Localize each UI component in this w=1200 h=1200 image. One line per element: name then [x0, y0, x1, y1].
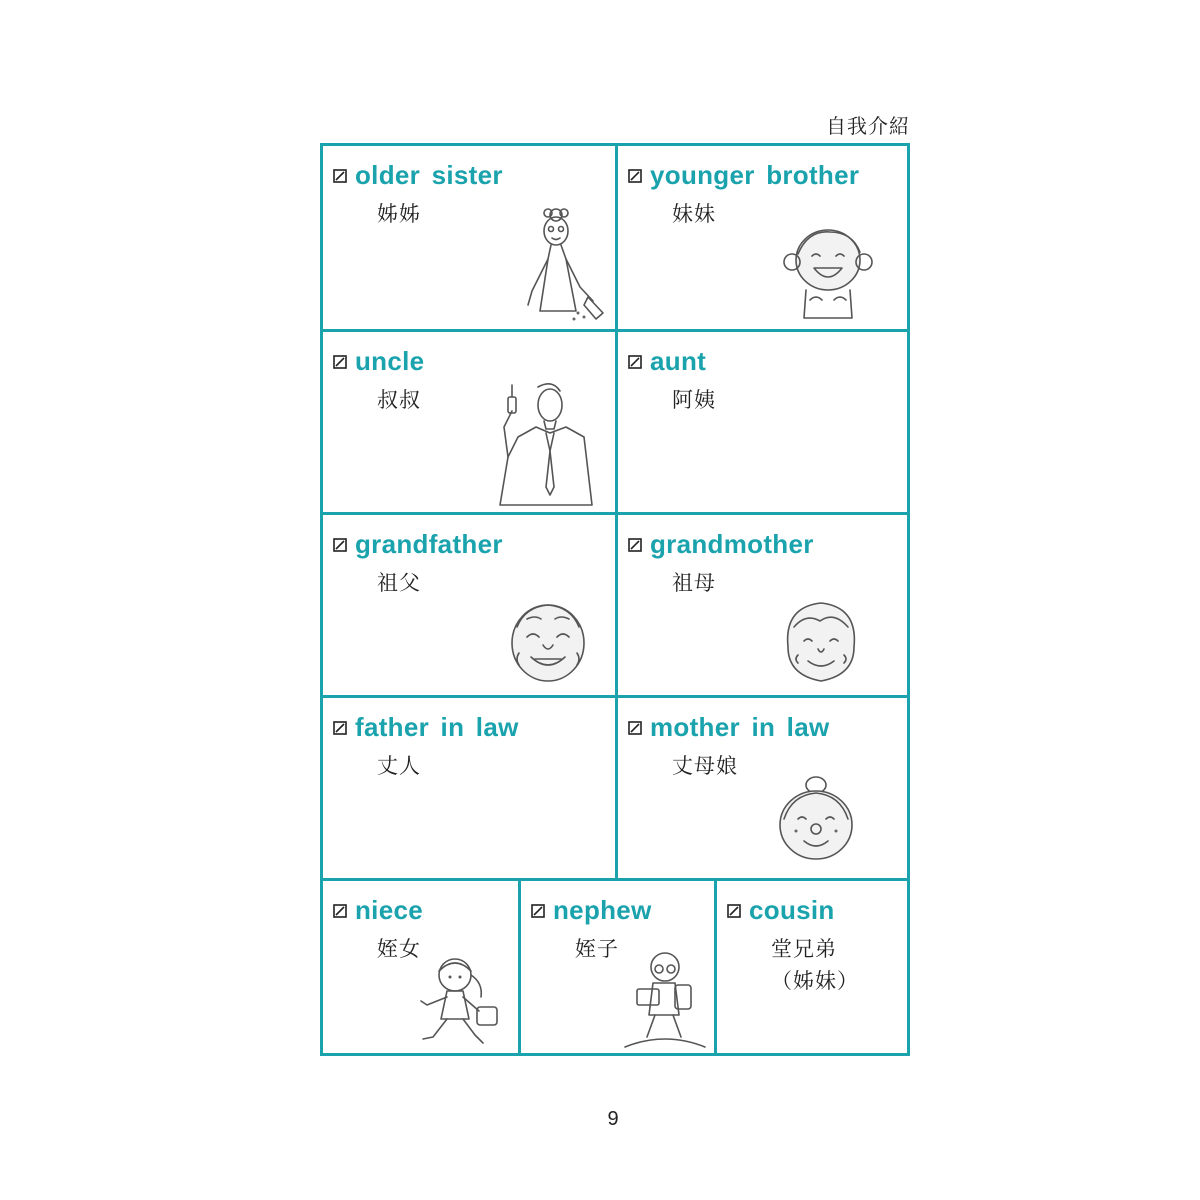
vocab-cell-older-sister: [323, 146, 615, 329]
vocabulary-grid: [320, 143, 910, 1056]
grid-row: [323, 512, 907, 695]
checked-box-icon: [628, 355, 642, 369]
section-title: 自我介紹: [826, 114, 910, 138]
vocab-cell-uncle: [323, 332, 615, 512]
chinese-translation: 姪女: [377, 937, 421, 961]
vocab-cell-younger-brother: [615, 146, 907, 329]
checked-box-icon: [628, 721, 642, 735]
older-sister-drawing: [518, 201, 613, 323]
checked-box-icon: [333, 538, 347, 552]
english-word: father in law: [355, 712, 519, 742]
grandfather-drawing: [505, 597, 591, 687]
uncle-drawing: [488, 377, 606, 509]
english-word: cousin: [749, 895, 835, 925]
checked-box-icon: [333, 904, 347, 918]
chinese-translation: 丈母娘: [672, 754, 738, 778]
vocab-cell-grandmother: [615, 515, 907, 695]
english-word: niece: [355, 895, 423, 925]
vocab-cell-father-in-law: [323, 698, 615, 878]
chinese-translation: [771, 933, 859, 997]
checked-box-icon: [628, 169, 642, 183]
vocab-cell-mother-in-law: [615, 698, 907, 878]
grid-row: [323, 695, 907, 878]
younger-sibling-drawing: [778, 218, 878, 323]
chinese-translation: 姊姊: [377, 202, 421, 226]
chinese-translation: 阿姨: [672, 388, 716, 412]
vocab-cell-aunt: [615, 332, 907, 512]
vocab-cell-nephew: [518, 881, 714, 1053]
vocab-cell-grandfather: [323, 515, 615, 695]
chinese-translation: 祖母: [672, 571, 716, 595]
checked-box-icon: [727, 904, 741, 918]
checked-box-icon: [333, 355, 347, 369]
vocab-cell-niece: [323, 881, 518, 1053]
chinese-translation: 叔叔: [377, 388, 421, 412]
nephew-drawing: [623, 947, 707, 1051]
chinese-translation: 姪子: [575, 937, 619, 961]
checked-box-icon: [333, 169, 347, 183]
english-word: older sister: [355, 160, 503, 190]
checked-box-icon: [333, 721, 347, 735]
checked-box-icon: [531, 904, 545, 918]
chinese-translation: 妹妹: [672, 202, 716, 226]
english-word: grandmother: [650, 529, 814, 559]
grid-row: [323, 878, 907, 1053]
chinese-translation: 丈人: [377, 754, 421, 778]
english-word: grandfather: [355, 529, 503, 559]
vocab-cell-cousin: [714, 881, 907, 1053]
grandmother-drawing: [780, 597, 862, 687]
niece-drawing: [413, 953, 515, 1049]
chinese-translation-line-2: （姊妹）: [771, 969, 859, 993]
english-word: uncle: [355, 346, 425, 376]
english-word: younger brother: [650, 160, 860, 190]
grid-row: [323, 329, 907, 512]
page-number: 9: [607, 1108, 619, 1130]
english-word: nephew: [553, 895, 652, 925]
chinese-translation-line-1: 堂兄弟: [771, 937, 837, 961]
mother-in-law-drawing: [776, 773, 856, 865]
english-word: mother in law: [650, 712, 830, 742]
english-word: aunt: [650, 346, 707, 376]
chinese-translation: 祖父: [377, 571, 421, 595]
grid-row: [323, 146, 907, 329]
checked-box-icon: [628, 538, 642, 552]
